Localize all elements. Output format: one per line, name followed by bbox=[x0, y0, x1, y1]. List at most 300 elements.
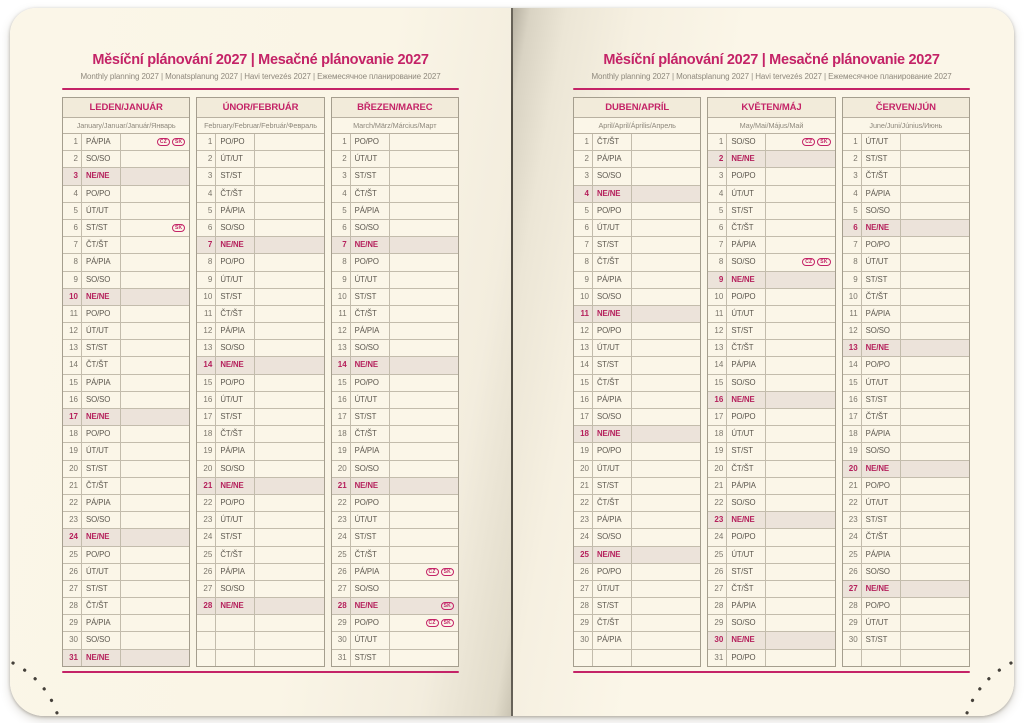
notes-cell bbox=[390, 495, 458, 511]
day-row bbox=[63, 443, 189, 460]
day-number: 26 bbox=[332, 564, 351, 580]
day-number: 25 bbox=[197, 547, 216, 563]
notes-cell bbox=[390, 443, 458, 459]
day-number: 5 bbox=[843, 203, 862, 219]
day-number: 17 bbox=[708, 409, 727, 425]
day-number: 13 bbox=[197, 340, 216, 356]
notes-cell bbox=[766, 564, 834, 580]
day-row bbox=[708, 547, 834, 564]
day-number: 2 bbox=[843, 151, 862, 167]
day-row bbox=[708, 168, 834, 185]
weekday-label: PO/PO bbox=[862, 598, 901, 614]
weekday-label: PÁ/PIA bbox=[216, 323, 255, 339]
day-number: 27 bbox=[197, 581, 216, 597]
day-number: 12 bbox=[574, 323, 593, 339]
day-number: 10 bbox=[708, 289, 727, 305]
notes-cell bbox=[632, 375, 700, 391]
weekday-label: SO/SO bbox=[727, 134, 766, 150]
day-number bbox=[197, 650, 216, 666]
weekday-label: ST/ST bbox=[727, 443, 766, 459]
day-number: 31 bbox=[332, 650, 351, 666]
day-number: 14 bbox=[332, 357, 351, 373]
day-number: 10 bbox=[63, 289, 82, 305]
day-row bbox=[63, 547, 189, 564]
weekday-label: SO/SO bbox=[82, 632, 121, 648]
day-number bbox=[197, 615, 216, 631]
weekday-label: PO/PO bbox=[351, 134, 390, 150]
notes-cell bbox=[901, 220, 969, 236]
notes-cell bbox=[121, 272, 189, 288]
day-number: 16 bbox=[197, 392, 216, 408]
weekday-label: PÁ/PIA bbox=[727, 237, 766, 253]
month-languages: April/April/Április/Апрель bbox=[574, 118, 700, 134]
day-number: 1 bbox=[63, 134, 82, 150]
day-number: 4 bbox=[708, 186, 727, 202]
weekday-label: ČT/ŠT bbox=[593, 495, 632, 511]
day-row bbox=[63, 461, 189, 478]
day-number: 8 bbox=[708, 254, 727, 270]
page-subtitle: Monthly planning 2027 | Monatsplanung 2027 | Havi tervezés 2027 | Ежемесячное планирование 2027 bbox=[591, 72, 952, 81]
day-number: 22 bbox=[63, 495, 82, 511]
day-number: 16 bbox=[332, 392, 351, 408]
notes-cell bbox=[632, 340, 700, 356]
day-number: 29 bbox=[332, 615, 351, 631]
notes-cell bbox=[901, 632, 969, 648]
notes-cell bbox=[901, 357, 969, 373]
day-row bbox=[843, 289, 969, 306]
day-row bbox=[332, 357, 458, 374]
day-row bbox=[843, 461, 969, 478]
weekday-label: ČT/ŠT bbox=[727, 461, 766, 477]
day-row bbox=[197, 272, 323, 289]
weekday-label: PO/PO bbox=[216, 134, 255, 150]
day-number: 19 bbox=[843, 443, 862, 459]
weekday-label: PO/PO bbox=[82, 186, 121, 202]
notes-cell bbox=[632, 529, 700, 545]
day-row bbox=[63, 220, 189, 237]
day-number: 10 bbox=[843, 289, 862, 305]
day-row bbox=[197, 529, 323, 546]
day-number: 1 bbox=[843, 134, 862, 150]
notes-cell bbox=[390, 151, 458, 167]
month-languages: January/Januar/Január/Январь bbox=[63, 118, 189, 134]
weekday-label: PO/PO bbox=[351, 375, 390, 391]
weekday-label: ST/ST bbox=[82, 340, 121, 356]
day-row bbox=[63, 392, 189, 409]
notes-cell bbox=[255, 306, 323, 322]
day-number: 27 bbox=[708, 581, 727, 597]
notes-cell bbox=[632, 632, 700, 648]
day-row bbox=[574, 512, 700, 529]
weekday-label: PÁ/PIA bbox=[727, 598, 766, 614]
day-row bbox=[574, 186, 700, 203]
notes-cell bbox=[766, 615, 834, 631]
weekday-label: NE/NE bbox=[862, 340, 901, 356]
day-number: 24 bbox=[63, 529, 82, 545]
notes-cell bbox=[390, 237, 458, 253]
weekday-label: PÁ/PIA bbox=[727, 478, 766, 494]
day-row bbox=[63, 409, 189, 426]
notes-cell bbox=[901, 134, 969, 150]
day-row bbox=[574, 289, 700, 306]
notes-cell bbox=[390, 168, 458, 184]
notes-cell bbox=[766, 581, 834, 597]
month-table-april bbox=[573, 97, 701, 667]
weekday-label: PO/PO bbox=[727, 650, 766, 666]
holiday-badge-cz: CZ bbox=[157, 138, 170, 146]
day-number: 6 bbox=[197, 220, 216, 236]
day-number: 17 bbox=[197, 409, 216, 425]
day-number: 20 bbox=[332, 461, 351, 477]
day-row bbox=[708, 340, 834, 357]
day-number: 8 bbox=[574, 254, 593, 270]
weekday-label: ST/ST bbox=[82, 220, 121, 236]
weekday-label: SO/SO bbox=[727, 495, 766, 511]
day-row bbox=[574, 632, 700, 649]
day-number: 30 bbox=[63, 632, 82, 648]
day-row bbox=[843, 151, 969, 168]
day-number: 7 bbox=[197, 237, 216, 253]
notes-cell bbox=[255, 547, 323, 563]
day-number: 14 bbox=[708, 357, 727, 373]
holiday-badge-sk: SK bbox=[441, 568, 454, 576]
weekday-label: ČT/ŠT bbox=[593, 615, 632, 631]
day-number: 15 bbox=[332, 375, 351, 391]
notes-cell bbox=[766, 650, 834, 666]
day-row bbox=[843, 340, 969, 357]
month-languages: March/März/Március/Март bbox=[332, 118, 458, 134]
day-row bbox=[332, 134, 458, 151]
day-row bbox=[574, 409, 700, 426]
day-row bbox=[574, 323, 700, 340]
day-number: 3 bbox=[332, 168, 351, 184]
day-number: 19 bbox=[63, 443, 82, 459]
day-number: 7 bbox=[63, 237, 82, 253]
day-number: 26 bbox=[574, 564, 593, 580]
weekday-label: SO/SO bbox=[593, 168, 632, 184]
day-number: 10 bbox=[332, 289, 351, 305]
notes-cell bbox=[255, 529, 323, 545]
holiday-badge-cz: CZ bbox=[426, 619, 439, 627]
day-number: 8 bbox=[843, 254, 862, 270]
day-row bbox=[574, 443, 700, 460]
notes-cell bbox=[390, 323, 458, 339]
notes-cell bbox=[766, 495, 834, 511]
notes-cell bbox=[390, 340, 458, 356]
notes-cell bbox=[901, 375, 969, 391]
weekday-label: NE/NE bbox=[216, 237, 255, 253]
notes-cell bbox=[121, 357, 189, 373]
day-number: 13 bbox=[574, 340, 593, 356]
weekday-label: PÁ/PIA bbox=[351, 323, 390, 339]
notes-cell bbox=[255, 289, 323, 305]
day-number: 13 bbox=[708, 340, 727, 356]
notes-cell bbox=[901, 529, 969, 545]
day-number: 15 bbox=[197, 375, 216, 391]
day-row bbox=[332, 581, 458, 598]
day-row bbox=[63, 272, 189, 289]
notes-cell bbox=[632, 650, 700, 666]
day-row bbox=[708, 650, 834, 666]
weekday-label: PO/PO bbox=[862, 237, 901, 253]
weekday-label: ST/ST bbox=[351, 529, 390, 545]
notes-cell bbox=[766, 237, 834, 253]
day-number: 27 bbox=[574, 581, 593, 597]
notes-cell bbox=[121, 632, 189, 648]
month-name: ÚNOR/FEBRUÁR bbox=[197, 98, 323, 118]
day-row bbox=[332, 512, 458, 529]
page-title: Měsíční plánování 2027 | Mesačné plánovanie 2027 bbox=[92, 52, 429, 68]
day-row bbox=[843, 272, 969, 289]
notes-cell bbox=[766, 598, 834, 614]
notes-cell bbox=[901, 495, 969, 511]
notes-cell bbox=[901, 168, 969, 184]
day-row bbox=[574, 237, 700, 254]
day-row bbox=[708, 598, 834, 615]
day-row bbox=[63, 289, 189, 306]
day-row bbox=[843, 186, 969, 203]
weekday-label: PO/PO bbox=[862, 478, 901, 494]
day-number: 29 bbox=[843, 615, 862, 631]
day-row bbox=[574, 168, 700, 185]
notes-cell bbox=[121, 186, 189, 202]
notes-cell bbox=[901, 151, 969, 167]
day-row bbox=[574, 340, 700, 357]
day-number: 6 bbox=[332, 220, 351, 236]
weekday-label: SO/SO bbox=[593, 289, 632, 305]
day-row bbox=[332, 564, 458, 581]
weekday-label: NE/NE bbox=[727, 512, 766, 528]
day-number: 25 bbox=[574, 547, 593, 563]
day-row bbox=[708, 186, 834, 203]
day-number: 7 bbox=[843, 237, 862, 253]
day-row bbox=[63, 615, 189, 632]
day-number: 1 bbox=[197, 134, 216, 150]
day-row bbox=[574, 306, 700, 323]
weekday-label: PO/PO bbox=[82, 306, 121, 322]
day-number: 17 bbox=[843, 409, 862, 425]
day-number: 11 bbox=[63, 306, 82, 322]
day-row bbox=[708, 564, 834, 581]
day-row bbox=[574, 478, 700, 495]
day-number: 23 bbox=[197, 512, 216, 528]
notes-cell bbox=[121, 409, 189, 425]
notes-cell bbox=[901, 409, 969, 425]
weekday-label: ČT/ŠT bbox=[862, 289, 901, 305]
day-number: 11 bbox=[708, 306, 727, 322]
notes-cell bbox=[901, 478, 969, 494]
day-number: 16 bbox=[708, 392, 727, 408]
day-number: 2 bbox=[708, 151, 727, 167]
day-number: 25 bbox=[843, 547, 862, 563]
notes-cell bbox=[766, 151, 834, 167]
day-number: 10 bbox=[574, 289, 593, 305]
notes-cell bbox=[255, 237, 323, 253]
day-number: 12 bbox=[332, 323, 351, 339]
weekday-label: ÚT/UT bbox=[727, 186, 766, 202]
notes-cell bbox=[766, 461, 834, 477]
day-row bbox=[197, 254, 323, 271]
day-row bbox=[843, 564, 969, 581]
day-number: 29 bbox=[63, 615, 82, 631]
notes-cell bbox=[255, 203, 323, 219]
weekday-label: SO/SO bbox=[216, 581, 255, 597]
notes-cell bbox=[901, 340, 969, 356]
notes-cell bbox=[255, 581, 323, 597]
day-number: 15 bbox=[708, 375, 727, 391]
day-number: 9 bbox=[197, 272, 216, 288]
weekday-label: PO/PO bbox=[351, 615, 390, 631]
page-left-content bbox=[62, 52, 459, 673]
notes-cell bbox=[766, 272, 834, 288]
day-number: 24 bbox=[197, 529, 216, 545]
weekday-label: ČT/ŠT bbox=[216, 186, 255, 202]
month-table-may bbox=[707, 97, 835, 667]
notes-cell bbox=[766, 375, 834, 391]
day-number: 20 bbox=[63, 461, 82, 477]
day-number: 30 bbox=[332, 632, 351, 648]
book-gutter bbox=[511, 8, 513, 716]
day-row bbox=[197, 598, 323, 615]
day-row bbox=[332, 306, 458, 323]
notes-cell bbox=[390, 289, 458, 305]
holiday-badge-cz: CZ bbox=[802, 138, 815, 146]
day-number: 29 bbox=[708, 615, 727, 631]
month-table-february bbox=[196, 97, 324, 667]
day-number: 28 bbox=[332, 598, 351, 614]
weekday-label: ÚT/UT bbox=[82, 564, 121, 580]
day-number: 4 bbox=[574, 186, 593, 202]
page-title: Měsíční plánování 2027 | Mesačné plánovanie 2027 bbox=[603, 52, 940, 68]
notes-cell bbox=[255, 615, 323, 631]
weekday-label: PO/PO bbox=[727, 289, 766, 305]
day-number: 25 bbox=[332, 547, 351, 563]
weekday-label: ÚT/UT bbox=[351, 512, 390, 528]
day-row bbox=[708, 426, 834, 443]
day-row bbox=[197, 323, 323, 340]
weekday-label: PÁ/PIA bbox=[593, 272, 632, 288]
day-row bbox=[708, 409, 834, 426]
weekday-label: PO/PO bbox=[593, 443, 632, 459]
notes-cell bbox=[901, 272, 969, 288]
day-row bbox=[197, 186, 323, 203]
holiday-badge-sk: SK bbox=[441, 619, 454, 627]
day-number: 20 bbox=[197, 461, 216, 477]
notes-cell bbox=[632, 581, 700, 597]
day-row bbox=[843, 581, 969, 598]
day-row bbox=[708, 134, 834, 151]
day-row bbox=[843, 220, 969, 237]
notes-cell bbox=[121, 581, 189, 597]
notes-cell bbox=[766, 323, 834, 339]
notes-cell bbox=[901, 306, 969, 322]
day-row bbox=[843, 495, 969, 512]
day-number: 3 bbox=[197, 168, 216, 184]
weekday-label: NE/NE bbox=[862, 220, 901, 236]
day-row bbox=[574, 392, 700, 409]
weekday-label: ČT/ŠT bbox=[216, 426, 255, 442]
day-row bbox=[708, 306, 834, 323]
day-row bbox=[197, 409, 323, 426]
notes-cell bbox=[390, 375, 458, 391]
weekday-label: NE/NE bbox=[593, 306, 632, 322]
empty-row bbox=[197, 650, 323, 666]
day-number: 8 bbox=[197, 254, 216, 270]
weekday-label: NE/NE bbox=[862, 461, 901, 477]
weekday-label: PÁ/PIA bbox=[593, 512, 632, 528]
weekday-label: PO/PO bbox=[216, 495, 255, 511]
weekday-label: PÁ/PIA bbox=[82, 375, 121, 391]
month-languages: June/Juni/Június/Июнь bbox=[843, 118, 969, 134]
day-number: 28 bbox=[197, 598, 216, 614]
weekday-label: ST/ST bbox=[862, 392, 901, 408]
notes-cell bbox=[390, 426, 458, 442]
notes-cell bbox=[255, 151, 323, 167]
day-row bbox=[574, 547, 700, 564]
notes-cell bbox=[901, 547, 969, 563]
notes-cell bbox=[121, 512, 189, 528]
notes-cell bbox=[121, 461, 189, 477]
day-row bbox=[843, 426, 969, 443]
notes-cell bbox=[901, 254, 969, 270]
notes-cell bbox=[121, 598, 189, 614]
day-row bbox=[843, 375, 969, 392]
day-row bbox=[574, 461, 700, 478]
day-number: 14 bbox=[843, 357, 862, 373]
day-row bbox=[574, 357, 700, 374]
weekday-label: ST/ST bbox=[351, 168, 390, 184]
day-row bbox=[63, 254, 189, 271]
day-row bbox=[63, 581, 189, 598]
day-number: 18 bbox=[574, 426, 593, 442]
weekday-label: NE/NE bbox=[727, 632, 766, 648]
notes-cell bbox=[632, 443, 700, 459]
notes-cell bbox=[121, 495, 189, 511]
day-row bbox=[574, 564, 700, 581]
day-row bbox=[708, 323, 834, 340]
day-row bbox=[332, 272, 458, 289]
weekday-label: PÁ/PIA bbox=[82, 615, 121, 631]
weekday-label: SO/SO bbox=[82, 512, 121, 528]
bottom-rule bbox=[573, 671, 970, 673]
weekday-label: PÁ/PIA bbox=[216, 203, 255, 219]
day-row bbox=[708, 461, 834, 478]
day-number: 13 bbox=[332, 340, 351, 356]
day-row bbox=[708, 615, 834, 632]
notes-cell bbox=[766, 409, 834, 425]
month-name: LEDEN/JANUÁR bbox=[63, 98, 189, 118]
notes-cell bbox=[632, 478, 700, 494]
day-number: 3 bbox=[574, 168, 593, 184]
day-number: 15 bbox=[843, 375, 862, 391]
day-row bbox=[708, 478, 834, 495]
notes-cell bbox=[255, 340, 323, 356]
notes-cell bbox=[121, 254, 189, 270]
notes-cell bbox=[901, 426, 969, 442]
day-row bbox=[197, 340, 323, 357]
notes-cell bbox=[901, 461, 969, 477]
page-right bbox=[512, 8, 1014, 716]
weekday-label: PÁ/PIA bbox=[351, 203, 390, 219]
weekday-label: SO/SO bbox=[216, 461, 255, 477]
notes-cell bbox=[255, 254, 323, 270]
empty-row bbox=[843, 650, 969, 666]
empty-row bbox=[574, 650, 700, 666]
day-number: 19 bbox=[574, 443, 593, 459]
weekday-label: ČT/ŠT bbox=[593, 254, 632, 270]
day-row bbox=[63, 650, 189, 666]
notes-cell bbox=[121, 220, 189, 236]
